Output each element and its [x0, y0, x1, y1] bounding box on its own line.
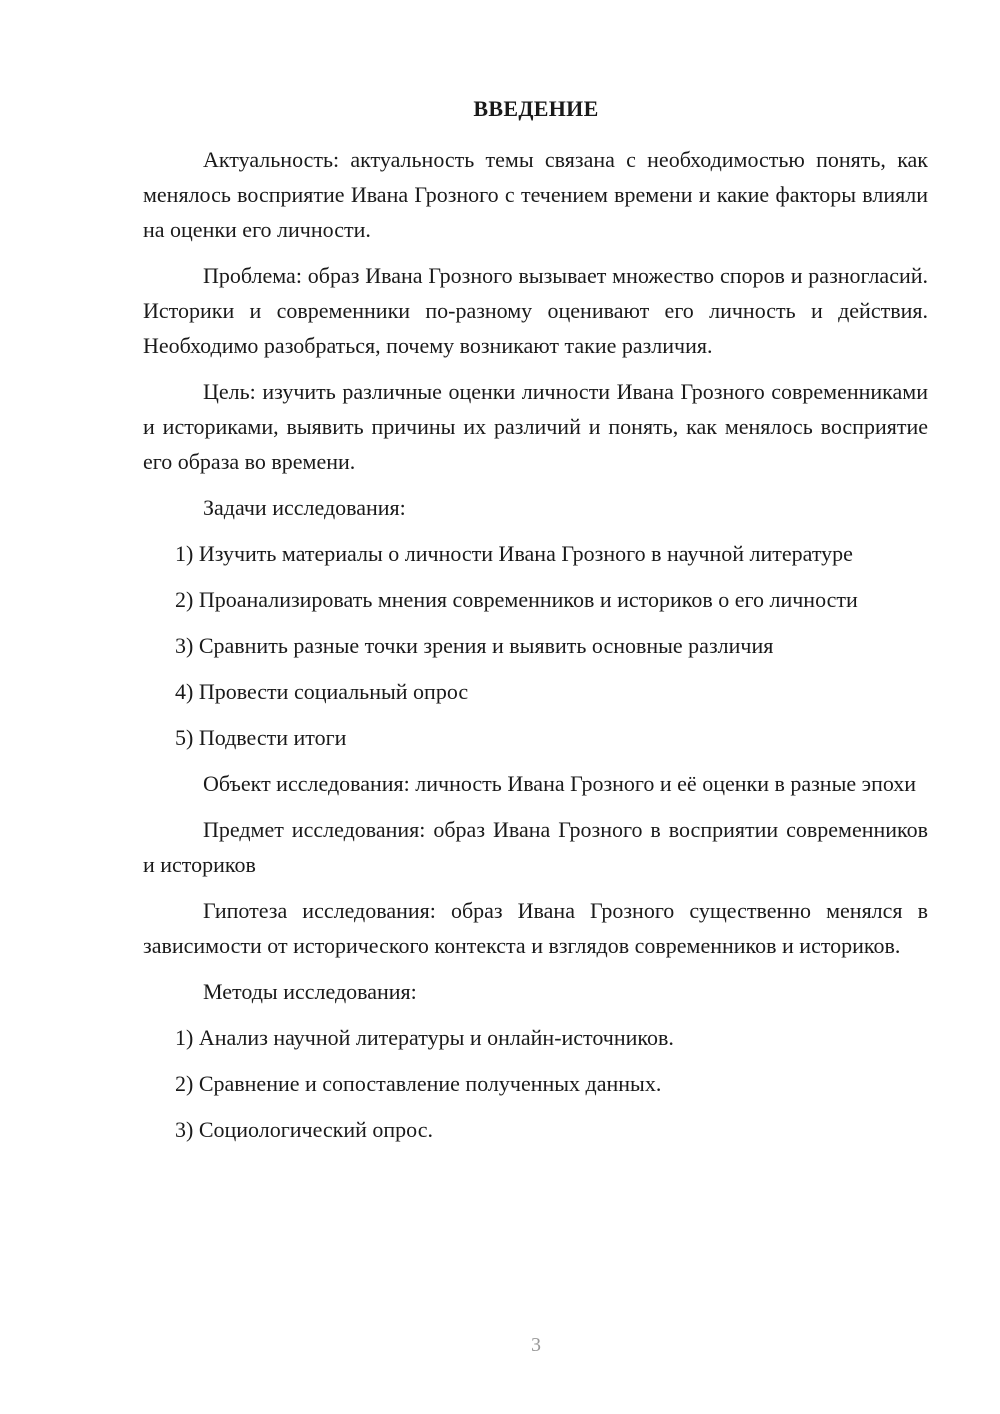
hypothesis-paragraph: Гипотеза исследования: образ Ивана Грозного существенно менялся в зависимости от исторического контекста и взглядов современников и историков. — [143, 898, 928, 958]
task-item-1: 1) Изучить материалы о личности Ивана Грозного в научной литературе — [175, 541, 853, 566]
page-number: 3 — [531, 1334, 541, 1356]
object-paragraph: Объект исследования: личность Ивана Грозного и её оценки в разные эпохи — [203, 771, 917, 796]
relevance-paragraph: Актуальность: актуальность темы связана с необходимостью понять, как менялось восприятие Ивана Грозного с течением времени и какие факторы влияли на оценки его личности. — [143, 147, 928, 242]
page-heading: ВВЕДЕНИЕ — [473, 96, 599, 121]
document-body — [143, 142, 928, 1158]
task-item-4: 4) Провести социальный опрос — [175, 679, 469, 704]
problem-paragraph: Проблема: образ Ивана Грозного вызывает множество споров и разногласий. Историки и современники по-разному оценивают его личность и действия. Необходимо разобраться, почему возникают такие различия. — [143, 263, 928, 358]
subject-paragraph: Предмет исследования: образ Ивана Грозного в восприятии современников и историков — [143, 817, 928, 877]
task-item-3: 3) Сравнить разные точки зрения и выявить основные различия — [175, 633, 774, 658]
method-item-3: 3) Социологический опрос. — [175, 1117, 433, 1142]
method-item-1: 1) Анализ научной литературы и онлайн-источников. — [175, 1025, 674, 1050]
method-item-2: 2) Сравнение и сопоставление полученных данных. — [175, 1071, 662, 1096]
methods-label: Методы исследования: — [203, 979, 417, 1004]
task-item-2: 2) Проанализировать мнения современников и историков о его личности — [175, 587, 858, 612]
task-item-5: 5) Подвести итоги — [175, 725, 347, 750]
tasks-label: Задачи исследования: — [203, 495, 406, 520]
goal-paragraph: Цель: изучить различные оценки личности Ивана Грозного современниками и историками, выявить причины их различий и понять, как менялось восприятие его образа во времени. — [143, 379, 928, 474]
